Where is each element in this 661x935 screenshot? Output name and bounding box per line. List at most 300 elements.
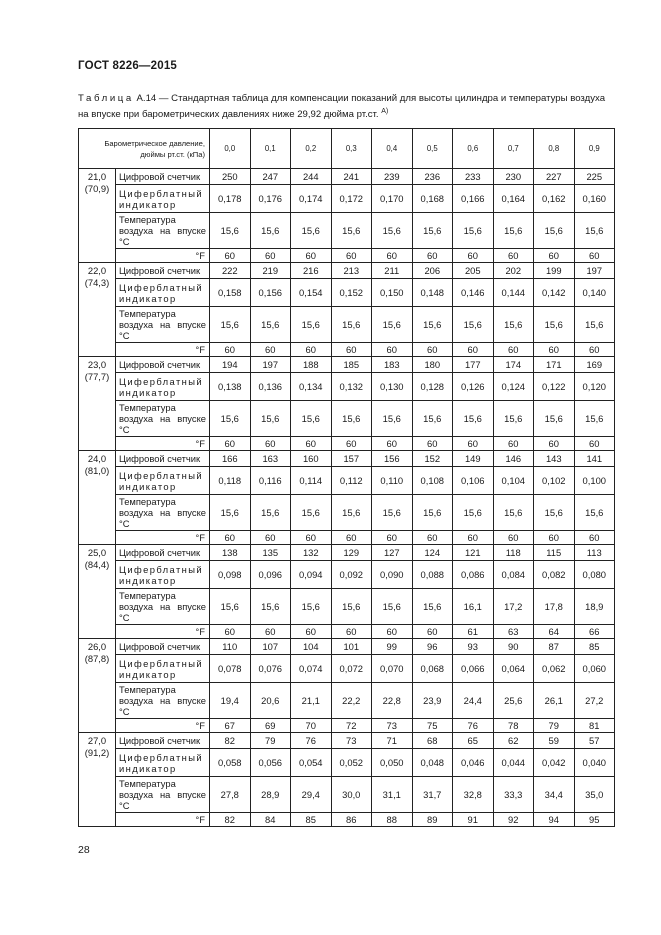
value-cell: 0,118 bbox=[210, 467, 251, 495]
value-cell: 60 bbox=[210, 437, 251, 451]
value-cell: 94 bbox=[534, 813, 575, 827]
value-cell: 0,062 bbox=[534, 655, 575, 683]
value-cell: 166 bbox=[210, 451, 251, 467]
value-cell: 60 bbox=[534, 249, 575, 263]
value-cell: 60 bbox=[331, 531, 372, 545]
value-cell: 0,128 bbox=[412, 373, 453, 401]
value-cell: 30,0 bbox=[331, 777, 372, 813]
value-cell: 0,156 bbox=[250, 279, 291, 307]
row-label-temp-f: °F bbox=[116, 813, 210, 827]
value-cell: 76 bbox=[291, 733, 332, 749]
value-cell: 0,142 bbox=[534, 279, 575, 307]
row-label-dial: Циферблатный индикатор bbox=[116, 749, 210, 777]
pressure-inhg: 26,0 bbox=[87, 641, 107, 652]
value-cell: 156 bbox=[372, 451, 413, 467]
value-cell: 84 bbox=[250, 813, 291, 827]
value-cell: 233 bbox=[453, 169, 494, 185]
table-caption bbox=[78, 92, 618, 121]
value-cell: 91 bbox=[453, 813, 494, 827]
value-cell: 60 bbox=[372, 437, 413, 451]
value-cell: 92 bbox=[493, 813, 534, 827]
value-cell: 15,6 bbox=[291, 495, 332, 531]
value-cell: 0,078 bbox=[210, 655, 251, 683]
row-label-counter: Цифровой счетчик bbox=[116, 263, 210, 279]
value-cell: 0,160 bbox=[574, 185, 615, 213]
value-cell: 197 bbox=[574, 263, 615, 279]
value-cell: 185 bbox=[331, 357, 372, 373]
value-cell: 64 bbox=[534, 625, 575, 639]
value-cell: 15,6 bbox=[412, 495, 453, 531]
value-cell: 15,6 bbox=[412, 213, 453, 249]
value-cell: 15,6 bbox=[493, 307, 534, 343]
value-cell: 129 bbox=[331, 545, 372, 561]
table-row bbox=[79, 777, 615, 813]
value-cell: 15,6 bbox=[210, 307, 251, 343]
row-label-temp: Температура воздуха на впуске °С bbox=[116, 683, 210, 719]
value-cell: 0,162 bbox=[534, 185, 575, 213]
compensation-table bbox=[78, 128, 615, 827]
table-row bbox=[79, 749, 615, 777]
value-cell: 76 bbox=[453, 719, 494, 733]
value-cell: 194 bbox=[210, 357, 251, 373]
value-cell: 60 bbox=[534, 437, 575, 451]
value-cell: 247 bbox=[250, 169, 291, 185]
value-cell: 15,6 bbox=[372, 495, 413, 531]
value-cell: 90 bbox=[493, 639, 534, 655]
value-cell: 65 bbox=[453, 733, 494, 749]
value-cell: 15,6 bbox=[574, 401, 615, 437]
table-row bbox=[79, 495, 615, 531]
column-header: 0,3 bbox=[331, 129, 372, 169]
row-label-dial: Циферблатный индикатор bbox=[116, 373, 210, 401]
value-cell: 0,040 bbox=[574, 749, 615, 777]
value-cell: 60 bbox=[291, 249, 332, 263]
value-cell: 22,2 bbox=[331, 683, 372, 719]
value-cell: 57 bbox=[574, 733, 615, 749]
value-cell: 15,6 bbox=[331, 401, 372, 437]
value-cell: 66 bbox=[574, 625, 615, 639]
value-cell: 60 bbox=[574, 249, 615, 263]
pressure-kpa: (81,0) bbox=[84, 465, 110, 476]
table-row bbox=[79, 401, 615, 437]
pressure-cell bbox=[79, 639, 116, 733]
value-cell: 0,176 bbox=[250, 185, 291, 213]
value-cell: 236 bbox=[412, 169, 453, 185]
value-cell: 15,6 bbox=[534, 401, 575, 437]
value-cell: 205 bbox=[453, 263, 494, 279]
table-row bbox=[79, 719, 615, 733]
value-cell: 26,1 bbox=[534, 683, 575, 719]
row-label-dial: Циферблатный индикатор bbox=[116, 467, 210, 495]
value-cell: 60 bbox=[250, 437, 291, 451]
value-cell: 0,072 bbox=[331, 655, 372, 683]
value-cell: 0,178 bbox=[210, 185, 251, 213]
value-cell: 0,066 bbox=[453, 655, 494, 683]
value-cell: 60 bbox=[250, 249, 291, 263]
value-cell: 15,6 bbox=[291, 307, 332, 343]
value-cell: 104 bbox=[291, 639, 332, 655]
row-label-temp: Температура воздуха на впуске °С bbox=[116, 495, 210, 531]
value-cell: 219 bbox=[250, 263, 291, 279]
table-row bbox=[79, 733, 615, 749]
value-cell: 0,150 bbox=[372, 279, 413, 307]
value-cell: 110 bbox=[210, 639, 251, 655]
table-row bbox=[79, 561, 615, 589]
column-header: 0,8 bbox=[534, 129, 575, 169]
value-cell: 0,096 bbox=[250, 561, 291, 589]
column-header: 0,0 bbox=[210, 129, 251, 169]
table-row bbox=[79, 185, 615, 213]
table-row bbox=[79, 531, 615, 545]
value-cell: 0,170 bbox=[372, 185, 413, 213]
value-cell: 160 bbox=[291, 451, 332, 467]
value-cell: 15,6 bbox=[291, 589, 332, 625]
value-cell: 28,9 bbox=[250, 777, 291, 813]
value-cell: 60 bbox=[210, 625, 251, 639]
value-cell: 15,6 bbox=[574, 495, 615, 531]
value-cell: 15,6 bbox=[412, 589, 453, 625]
value-cell: 0,082 bbox=[534, 561, 575, 589]
value-cell: 15,6 bbox=[250, 495, 291, 531]
value-cell: 60 bbox=[372, 249, 413, 263]
value-cell: 15,6 bbox=[412, 401, 453, 437]
value-cell: 171 bbox=[534, 357, 575, 373]
value-cell: 227 bbox=[534, 169, 575, 185]
value-cell: 0,052 bbox=[331, 749, 372, 777]
value-cell: 0,120 bbox=[574, 373, 615, 401]
value-cell: 60 bbox=[291, 531, 332, 545]
value-cell: 60 bbox=[534, 531, 575, 545]
value-cell: 59 bbox=[534, 733, 575, 749]
row-label-temp-f: °F bbox=[116, 249, 210, 263]
value-cell: 60 bbox=[453, 531, 494, 545]
value-cell: 213 bbox=[331, 263, 372, 279]
table-row bbox=[79, 263, 615, 279]
value-cell: 15,6 bbox=[574, 213, 615, 249]
value-cell: 15,6 bbox=[493, 213, 534, 249]
value-cell: 0,100 bbox=[574, 467, 615, 495]
value-cell: 23,9 bbox=[412, 683, 453, 719]
value-cell: 0,152 bbox=[331, 279, 372, 307]
value-cell: 0,108 bbox=[412, 467, 453, 495]
value-cell: 17,2 bbox=[493, 589, 534, 625]
value-cell: 79 bbox=[534, 719, 575, 733]
value-cell: 0,048 bbox=[412, 749, 453, 777]
value-cell: 60 bbox=[412, 625, 453, 639]
value-cell: 27,2 bbox=[574, 683, 615, 719]
table-row bbox=[79, 279, 615, 307]
column-header: 0,9 bbox=[574, 129, 615, 169]
value-cell: 95 bbox=[574, 813, 615, 827]
value-cell: 15,6 bbox=[534, 495, 575, 531]
value-cell: 16,1 bbox=[453, 589, 494, 625]
value-cell: 33,3 bbox=[493, 777, 534, 813]
value-cell: 60 bbox=[574, 531, 615, 545]
pressure-inhg: 22,0 bbox=[87, 265, 107, 276]
value-cell: 0,114 bbox=[291, 467, 332, 495]
value-cell: 124 bbox=[412, 545, 453, 561]
value-cell: 60 bbox=[493, 531, 534, 545]
pressure-cell bbox=[79, 545, 116, 639]
column-header: 0,5 bbox=[412, 129, 453, 169]
pressure-kpa: (77,7) bbox=[84, 371, 110, 382]
value-cell: 60 bbox=[534, 343, 575, 357]
value-cell: 177 bbox=[453, 357, 494, 373]
value-cell: 15,6 bbox=[210, 213, 251, 249]
table-row bbox=[79, 813, 615, 827]
value-cell: 72 bbox=[331, 719, 372, 733]
value-cell: 15,6 bbox=[372, 589, 413, 625]
value-cell: 15,6 bbox=[574, 307, 615, 343]
row-label-counter: Цифровой счетчик bbox=[116, 639, 210, 655]
value-cell: 60 bbox=[331, 343, 372, 357]
value-cell: 15,6 bbox=[453, 401, 494, 437]
value-cell: 0,166 bbox=[453, 185, 494, 213]
page-number: 28 bbox=[78, 844, 90, 856]
caption-lead: Таблица bbox=[78, 93, 134, 104]
value-cell: 0,060 bbox=[574, 655, 615, 683]
value-cell: 0,110 bbox=[372, 467, 413, 495]
value-cell: 60 bbox=[453, 249, 494, 263]
value-cell: 0,058 bbox=[210, 749, 251, 777]
value-cell: 0,104 bbox=[493, 467, 534, 495]
value-cell: 152 bbox=[412, 451, 453, 467]
value-cell: 93 bbox=[453, 639, 494, 655]
value-cell: 15,6 bbox=[291, 401, 332, 437]
value-cell: 0,080 bbox=[574, 561, 615, 589]
pressure-kpa: (91,2) bbox=[84, 747, 110, 758]
row-label-dial: Циферблатный индикатор bbox=[116, 561, 210, 589]
value-cell: 88 bbox=[372, 813, 413, 827]
value-cell: 60 bbox=[210, 531, 251, 545]
pressure-inhg: 24,0 bbox=[87, 453, 107, 464]
header-label: Барометрическое давление, дюймы рт.ст. (кПа) bbox=[79, 129, 210, 169]
value-cell: 62 bbox=[493, 733, 534, 749]
pressure-cell bbox=[79, 357, 116, 451]
value-cell: 0,056 bbox=[250, 749, 291, 777]
row-label-temp: Температура воздуха на впуске °С bbox=[116, 213, 210, 249]
value-cell: 63 bbox=[493, 625, 534, 639]
value-cell: 60 bbox=[493, 249, 534, 263]
value-cell: 15,6 bbox=[250, 213, 291, 249]
value-cell: 60 bbox=[210, 343, 251, 357]
value-cell: 244 bbox=[291, 169, 332, 185]
value-cell: 73 bbox=[372, 719, 413, 733]
pressure-inhg: 23,0 bbox=[87, 359, 107, 370]
value-cell: 60 bbox=[412, 531, 453, 545]
value-cell: 15,6 bbox=[331, 589, 372, 625]
value-cell: 15,6 bbox=[493, 401, 534, 437]
value-cell: 18,9 bbox=[574, 589, 615, 625]
row-label-temp: Температура воздуха на впуске °С bbox=[116, 401, 210, 437]
row-label-counter: Цифровой счетчик bbox=[116, 357, 210, 373]
value-cell: 0,134 bbox=[291, 373, 332, 401]
value-cell: 60 bbox=[372, 531, 413, 545]
row-label-temp: Температура воздуха на впуске °С bbox=[116, 777, 210, 813]
table-row bbox=[79, 249, 615, 263]
value-cell: 0,122 bbox=[534, 373, 575, 401]
value-cell: 141 bbox=[574, 451, 615, 467]
value-cell: 29,4 bbox=[291, 777, 332, 813]
value-cell: 60 bbox=[331, 249, 372, 263]
value-cell: 71 bbox=[372, 733, 413, 749]
value-cell: 60 bbox=[412, 249, 453, 263]
value-cell: 15,6 bbox=[372, 213, 413, 249]
value-cell: 216 bbox=[291, 263, 332, 279]
value-cell: 0,084 bbox=[493, 561, 534, 589]
value-cell: 143 bbox=[534, 451, 575, 467]
value-cell: 15,6 bbox=[372, 401, 413, 437]
value-cell: 0,174 bbox=[291, 185, 332, 213]
value-cell: 60 bbox=[412, 437, 453, 451]
value-cell: 60 bbox=[250, 343, 291, 357]
row-label-counter: Цифровой счетчик bbox=[116, 545, 210, 561]
value-cell: 60 bbox=[372, 625, 413, 639]
value-cell: 19,4 bbox=[210, 683, 251, 719]
value-cell: 15,6 bbox=[250, 307, 291, 343]
value-cell: 149 bbox=[453, 451, 494, 467]
value-cell: 250 bbox=[210, 169, 251, 185]
value-cell: 87 bbox=[534, 639, 575, 655]
value-cell: 0,074 bbox=[291, 655, 332, 683]
value-cell: 199 bbox=[534, 263, 575, 279]
value-cell: 15,6 bbox=[210, 589, 251, 625]
value-cell: 75 bbox=[412, 719, 453, 733]
value-cell: 0,132 bbox=[331, 373, 372, 401]
value-cell: 15,6 bbox=[291, 213, 332, 249]
value-cell: 60 bbox=[291, 343, 332, 357]
value-cell: 0,154 bbox=[291, 279, 332, 307]
value-cell: 60 bbox=[453, 437, 494, 451]
row-label-counter: Цифровой счетчик bbox=[116, 733, 210, 749]
value-cell: 206 bbox=[412, 263, 453, 279]
value-cell: 0,064 bbox=[493, 655, 534, 683]
table-row bbox=[79, 169, 615, 185]
table-row bbox=[79, 683, 615, 719]
value-cell: 15,6 bbox=[493, 495, 534, 531]
value-cell: 163 bbox=[250, 451, 291, 467]
value-cell: 15,6 bbox=[250, 401, 291, 437]
value-cell: 61 bbox=[453, 625, 494, 639]
value-cell: 60 bbox=[210, 249, 251, 263]
value-cell: 0,144 bbox=[493, 279, 534, 307]
row-label-temp: Температура воздуха на впуске °С bbox=[116, 307, 210, 343]
row-label-dial: Циферблатный индикатор bbox=[116, 185, 210, 213]
value-cell: 188 bbox=[291, 357, 332, 373]
row-label-temp-f: °F bbox=[116, 625, 210, 639]
value-cell: 15,6 bbox=[453, 307, 494, 343]
value-cell: 241 bbox=[331, 169, 372, 185]
pressure-cell bbox=[79, 733, 116, 827]
row-label-counter: Цифровой счетчик bbox=[116, 169, 210, 185]
value-cell: 15,6 bbox=[210, 495, 251, 531]
value-cell: 0,068 bbox=[412, 655, 453, 683]
value-cell: 79 bbox=[250, 733, 291, 749]
value-cell: 60 bbox=[493, 437, 534, 451]
value-cell: 0,168 bbox=[412, 185, 453, 213]
value-cell: 70 bbox=[291, 719, 332, 733]
table-row bbox=[79, 451, 615, 467]
value-cell: 118 bbox=[493, 545, 534, 561]
row-label-temp: Температура воздуха на впуске °С bbox=[116, 589, 210, 625]
value-cell: 60 bbox=[331, 625, 372, 639]
table-header-row bbox=[79, 129, 615, 169]
value-cell: 99 bbox=[372, 639, 413, 655]
column-header: 0,4 bbox=[372, 129, 413, 169]
value-cell: 31,7 bbox=[412, 777, 453, 813]
value-cell: 135 bbox=[250, 545, 291, 561]
value-cell: 0,070 bbox=[372, 655, 413, 683]
value-cell: 60 bbox=[291, 437, 332, 451]
pressure-kpa: (74,3) bbox=[84, 277, 110, 288]
value-cell: 0,116 bbox=[250, 467, 291, 495]
table-row bbox=[79, 545, 615, 561]
value-cell: 0,112 bbox=[331, 467, 372, 495]
value-cell: 157 bbox=[331, 451, 372, 467]
value-cell: 67 bbox=[210, 719, 251, 733]
value-cell: 202 bbox=[493, 263, 534, 279]
table-row bbox=[79, 625, 615, 639]
value-cell: 15,6 bbox=[331, 213, 372, 249]
value-cell: 0,136 bbox=[250, 373, 291, 401]
value-cell: 169 bbox=[574, 357, 615, 373]
pressure-kpa: (70,9) bbox=[84, 183, 110, 194]
value-cell: 225 bbox=[574, 169, 615, 185]
value-cell: 0,050 bbox=[372, 749, 413, 777]
value-cell: 15,6 bbox=[250, 589, 291, 625]
pressure-inhg: 21,0 bbox=[87, 171, 107, 182]
value-cell: 85 bbox=[291, 813, 332, 827]
value-cell: 0,088 bbox=[412, 561, 453, 589]
value-cell: 0,158 bbox=[210, 279, 251, 307]
value-cell: 146 bbox=[493, 451, 534, 467]
table-row bbox=[79, 213, 615, 249]
value-cell: 101 bbox=[331, 639, 372, 655]
value-cell: 0,106 bbox=[453, 467, 494, 495]
pressure-cell bbox=[79, 263, 116, 357]
value-cell: 132 bbox=[291, 545, 332, 561]
value-cell: 60 bbox=[372, 343, 413, 357]
value-cell: 22,8 bbox=[372, 683, 413, 719]
value-cell: 107 bbox=[250, 639, 291, 655]
pressure-cell bbox=[79, 451, 116, 545]
value-cell: 0,076 bbox=[250, 655, 291, 683]
column-header: 0,7 bbox=[493, 129, 534, 169]
value-cell: 60 bbox=[574, 343, 615, 357]
value-cell: 60 bbox=[493, 343, 534, 357]
table-row bbox=[79, 373, 615, 401]
value-cell: 86 bbox=[331, 813, 372, 827]
value-cell: 0,138 bbox=[210, 373, 251, 401]
row-label-temp-f: °F bbox=[116, 343, 210, 357]
value-cell: 0,172 bbox=[331, 185, 372, 213]
row-label-dial: Циферблатный индикатор bbox=[116, 279, 210, 307]
value-cell: 60 bbox=[331, 437, 372, 451]
value-cell: 0,090 bbox=[372, 561, 413, 589]
value-cell: 32,8 bbox=[453, 777, 494, 813]
value-cell: 68 bbox=[412, 733, 453, 749]
column-header: 0,6 bbox=[453, 129, 494, 169]
value-cell: 230 bbox=[493, 169, 534, 185]
row-label-dial: Циферблатный индикатор bbox=[116, 655, 210, 683]
value-cell: 27,8 bbox=[210, 777, 251, 813]
value-cell: 82 bbox=[210, 813, 251, 827]
table-row bbox=[79, 343, 615, 357]
value-cell: 81 bbox=[574, 719, 615, 733]
value-cell: 0,164 bbox=[493, 185, 534, 213]
value-cell: 0,126 bbox=[453, 373, 494, 401]
value-cell: 25,6 bbox=[493, 683, 534, 719]
